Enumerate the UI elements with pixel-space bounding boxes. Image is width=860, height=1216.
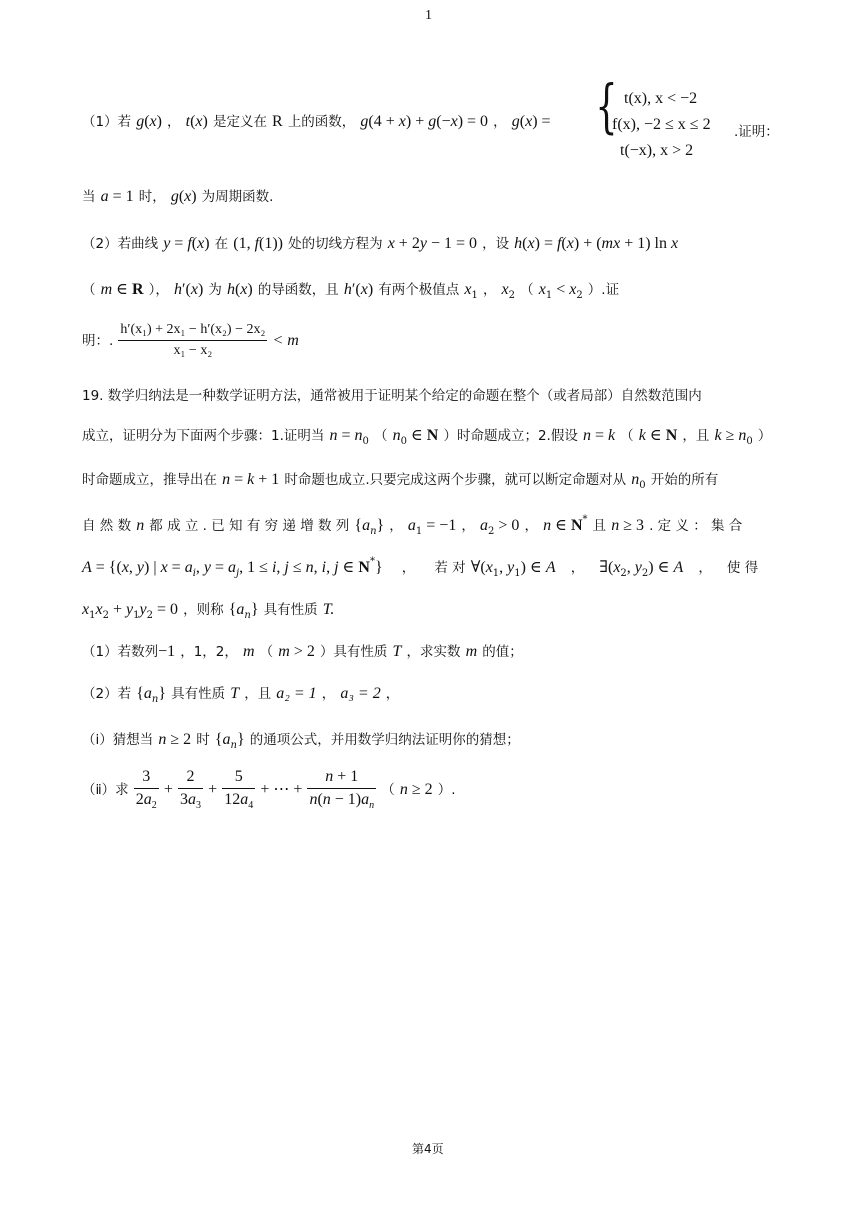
q19-line1: 19. 数学归纳法是一种数学证明方法，通常被用于证明某个给定的命题在整个（或者局部）自然数范围内 [82, 388, 702, 404]
piecewise-case-2: f(x), −2 ≤ x ≤ 2 [612, 116, 711, 133]
part1-prove-label: .证明： [734, 124, 779, 140]
sum-term-3: $\frac{5}{12a_4}$ [224, 768, 254, 811]
part2-line1: （2）若曲线 y = f(x) 在 (1, f(1)) 处的切线方程为 x + 2y − 1 = 0 ，设 h(x) = f(x) + (mx + 1) ln x [82, 235, 679, 252]
footer-page-label: 第4页 [412, 1142, 444, 1156]
sub2i-line: （ⅰ）猜想当 n ≥ 2 时 $\{a_n\}$ 的通项公式，并用数学归纳法证明你的猜想； [82, 731, 520, 751]
piecewise-case-3: t(−x), x > 2 [620, 142, 694, 159]
top-page-number: 1 [425, 8, 432, 23]
q19-line2: 成立，证明分为下面两个步骤：1.证明当 $n = n_0$ （ $n_0$ ∈ N ）时命题成立；2.假设 n = k （ k ∈ N ，且 $k \ge n_0$ ） [82, 427, 772, 447]
sub2-line: （2）若 $\{a_n\}$ 具有性质 T ，且 a₂ = 1 ， a₃ = 2 ， [82, 685, 400, 705]
part1-label: （1）若 [82, 114, 132, 130]
q19-line6: $x_1x_2 + y_1y_2 = 0$ ，则称 $\{a_n\}$ 具有性质 T. [82, 601, 335, 621]
piecewise-case-1: t(x), x < −2 [624, 90, 698, 107]
part1-line1: （1）若 g(x) ， t(x) 是定义在 R 上的函数， g(4 + x) + g(−x) = 0 ， g(x) = [82, 113, 551, 130]
part2-line3: 明：. $\frac{\text{h′(x₁) + 2x₁ − h′(x₂) − 2x₂}}{\text{x₁ − x₂}}$ < m [82, 322, 299, 358]
sub2ii-line: （ⅱ）求 $\frac{3}{2a_2}$ + $\frac{2}{3a_3}$ + $\frac{5}{12a_4}$ + ⋯ + $\frac{n + 1}{n(n - 1)a_n}$ （ n ≥ 2 ）. [82, 768, 456, 811]
fraction-numerator: h′(x₁) + 2x₁ − h′(x₂) − 2x₂ [118, 322, 267, 341]
sum-term-2: $\frac{2}{3a_3}$ [180, 768, 201, 811]
inequality-fraction [118, 322, 267, 359]
fraction-denominator: x₁ − x₂ [173, 343, 213, 358]
piecewise-brace: { [595, 72, 618, 140]
q19-line4: 自 然 数 n 都 成 立 . 已 知 有 穷 递 增 数 列 $\{a_n\}$ ， $a_1 = -1$ ， $a_2 > 0$ ， n ∈ N* 且 n ≥ 3 . 定 义 ： 集 合 [82, 514, 743, 537]
sum-term-n: $\frac{n + 1}{n(n - 1)a_n}$ [309, 768, 375, 811]
q19-line3: 时命题成立，推导出在 n = k + 1 时命题也成立.只要完成这两个步骤，就可以断定命题对从 $n_0$ 开始的所有 [82, 471, 719, 491]
part1-line2: 当 a = 1 时， g(x) 为周期函数. [82, 188, 274, 205]
part2-line2: （ m ∈ R ）， h′(x) 为 h(x) 的导函数，且 h′(x) 有两个极值点 $x_1$ ， $x_2$ （ $x_1 < x_2$ ）.证 [82, 281, 620, 301]
q19-line5: A = {(x, y) | $x = a_i$, $y = a_j$, 1 ≤ i, j ≤ n, i, j ∈ N*} ， 若 对 $\forall(x_1$, $y_1$) ∈ A ， $\exists(x_2$, $y_2$) ∈ A ， 使 得 [82, 556, 759, 579]
sub1-line: （1）若数列−1 ，1，2， m （ m > 2 ）具有性质 T ，求实数 m 的值； [82, 643, 523, 660]
sum-term-1: $\frac{3}{2a_2}$ [135, 768, 157, 811]
